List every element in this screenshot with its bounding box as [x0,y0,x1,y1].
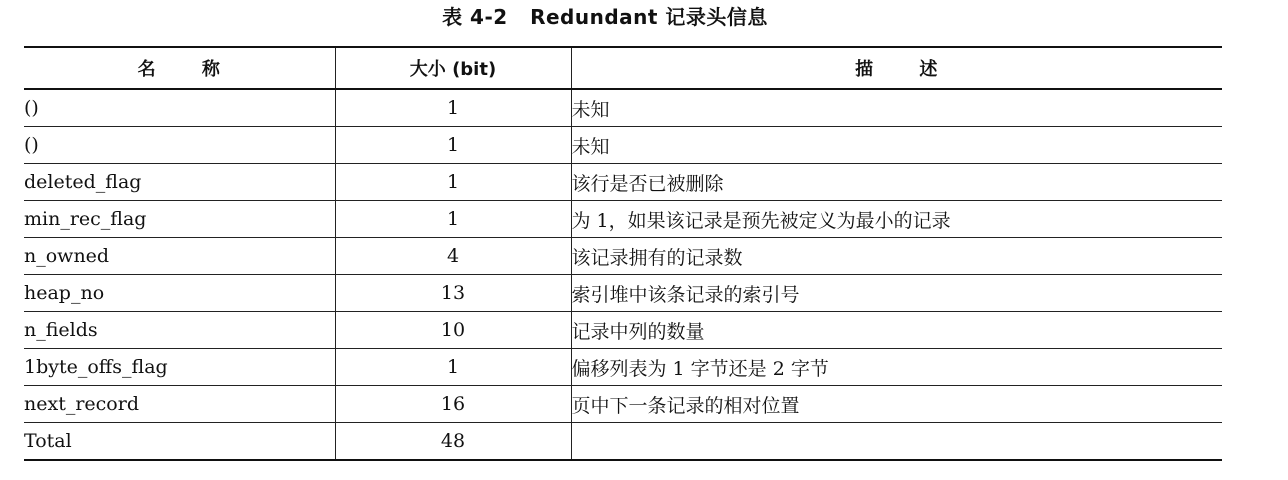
cell-name: next_record [24,386,335,423]
cell-size: 1 [335,164,571,201]
table-row [24,201,1222,238]
table-row [24,386,1222,423]
table-row [24,164,1222,201]
cell-size: 1 [335,201,571,238]
cell-description: 为 1，如果该记录是预先被定义为最小的记录 [571,201,1222,238]
cell-size: 48 [335,423,571,461]
header-description: 描 述 [571,47,1222,89]
caption-label: 表 4-2 [442,5,508,29]
cell-size: 1 [335,127,571,164]
caption-title: Redundant 记录头信息 [530,5,768,29]
cell-size: 1 [335,89,571,127]
cell-size: 4 [335,238,571,275]
table-row [24,127,1222,164]
table-row [24,312,1222,349]
cell-description: 该记录拥有的记录数 [571,238,1222,275]
table-row [24,349,1222,386]
cell-name: deleted_flag [24,164,335,201]
table-row [24,89,1222,127]
cell-size: 13 [335,275,571,312]
table-header-row [24,47,1222,89]
cell-name: n_fields [24,312,335,349]
cell-description: 偏移列表为 1 字节还是 2 字节 [571,349,1222,386]
cell-size: 1 [335,349,571,386]
cell-name: n_owned [24,238,335,275]
header-name: 名 称 [137,59,221,80]
cell-size: 10 [335,312,571,349]
table-row [24,238,1222,275]
cell-size: 16 [335,386,571,423]
cell-description: 索引堆中该条记录的索引号 [571,275,1222,312]
redundant-record-header-table [24,46,1222,461]
cell-description: 未知 [571,89,1222,127]
table-row [24,275,1222,312]
cell-description [571,423,1222,461]
cell-description: 页中下一条记录的相对位置 [571,386,1222,423]
cell-description: 记录中列的数量 [571,312,1222,349]
cell-name: 1byte_offs_flag [24,349,335,386]
cell-name: heap_no [24,275,335,312]
cell-name: () [24,89,335,127]
cell-name: min_rec_flag [24,201,335,238]
cell-name: Total [24,423,335,461]
cell-description: 该行是否已被删除 [571,164,1222,201]
table-row-total [24,423,1222,461]
table-caption [0,4,1210,30]
header-size: 大小 (bit) [335,47,571,89]
cell-name: () [24,127,335,164]
cell-description: 未知 [571,127,1222,164]
